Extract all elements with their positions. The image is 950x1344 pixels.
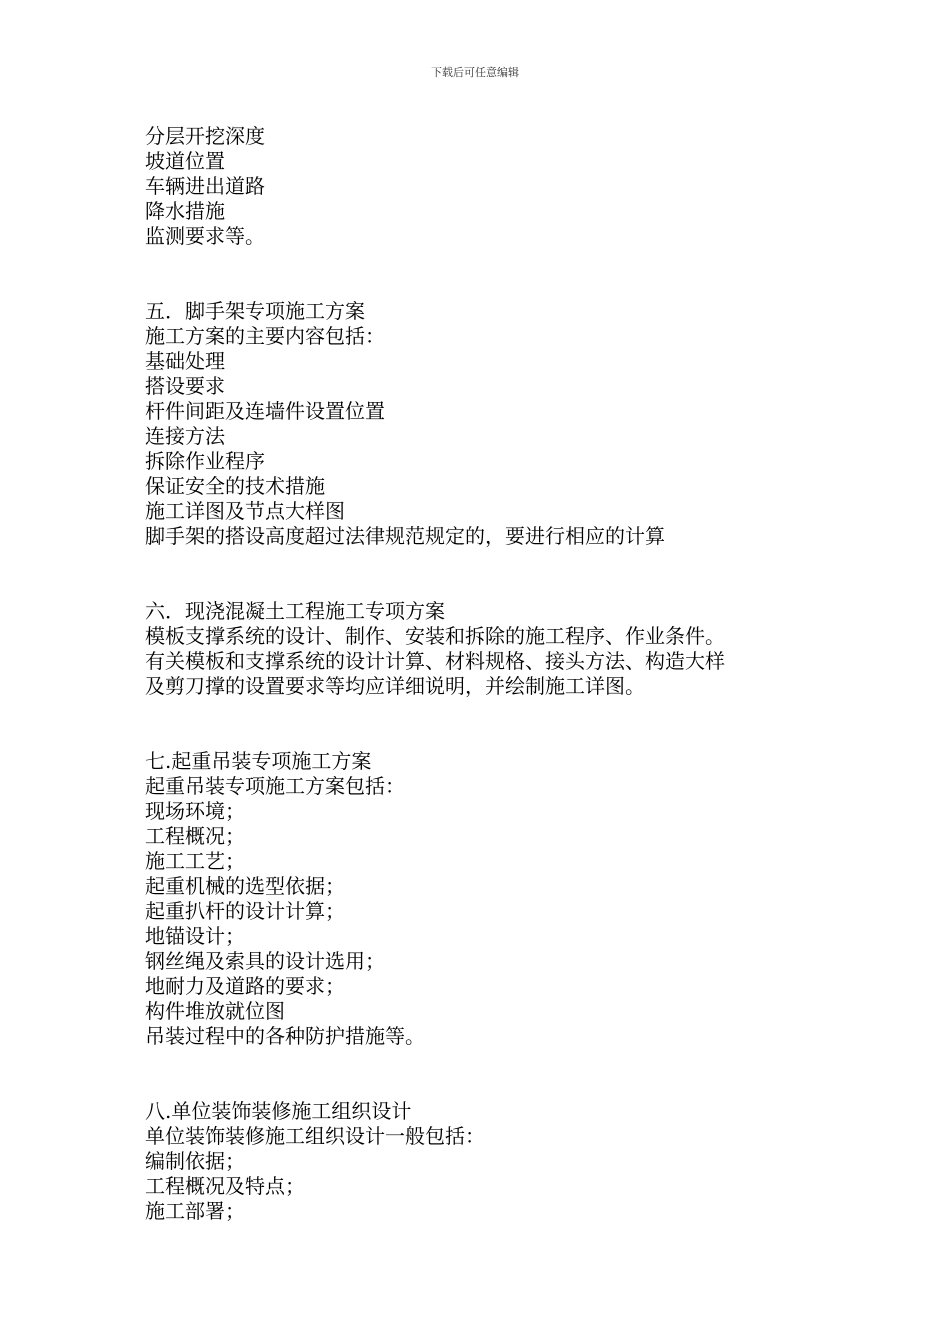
section-heading: 七.起重吊装专项施工方案 bbox=[145, 749, 372, 773]
section-scaffolding bbox=[145, 299, 845, 549]
text-line: 工程概况； bbox=[145, 824, 245, 848]
text-line: 单位装饰装修施工组织设计一般包括： bbox=[145, 1124, 485, 1148]
text-line: 起重机械的选型依据； bbox=[145, 874, 345, 898]
text-line: 地耐力及道路的要求； bbox=[145, 974, 345, 998]
text-line: 降水措施 bbox=[145, 199, 225, 223]
text-line: 地锚设计； bbox=[145, 924, 245, 948]
text-line: 施工部署； bbox=[145, 1199, 245, 1223]
text-line: 拆除作业程序 bbox=[145, 449, 265, 473]
text-line: 施工详图及节点大样图 bbox=[145, 499, 345, 523]
text-line: 施工方案的主要内容包括： bbox=[145, 324, 385, 348]
document-body bbox=[145, 124, 845, 1224]
text-line: 连接方法 bbox=[145, 424, 225, 448]
text-line: 吊装过程中的各种防护措施等。 bbox=[145, 1024, 425, 1048]
text-line: 车辆进出道路 bbox=[145, 174, 265, 198]
section-lifting bbox=[145, 749, 845, 1049]
section-concrete bbox=[145, 599, 845, 699]
section-excavation-items bbox=[145, 124, 845, 249]
text-line: 现场环境； bbox=[145, 799, 245, 823]
text-line: 坡道位置 bbox=[145, 149, 225, 173]
text-line: 编制依据； bbox=[145, 1149, 245, 1173]
text-line: 施工工艺； bbox=[145, 849, 245, 873]
text-line: 杆件间距及连墙件设置位置 bbox=[145, 399, 385, 423]
text-line: 钢丝绳及索具的设计选用； bbox=[145, 949, 385, 973]
section-decoration bbox=[145, 1099, 845, 1224]
text-line: 工程概况及特点； bbox=[145, 1174, 305, 1198]
text-line: 构件堆放就位图 bbox=[145, 999, 285, 1023]
text-line: 模板支撑系统的设计、制作、安装和拆除的施工程序、作业条件。 bbox=[145, 624, 725, 648]
text-line: 保证安全的技术措施 bbox=[145, 474, 325, 498]
text-line: 脚手架的搭设高度超过法律规范规定的，要进行相应的计算 bbox=[145, 524, 665, 548]
text-line: 及剪刀撑的设置要求等均应详细说明，并绘制施工详图。 bbox=[145, 674, 645, 698]
text-line: 有关模板和支撑系统的设计计算、材料规格、接头方法、构造大样 bbox=[145, 649, 725, 673]
text-line: 基础处理 bbox=[145, 349, 225, 373]
text-line: 起重扒杆的设计计算； bbox=[145, 899, 345, 923]
text-line: 起重吊装专项施工方案包括： bbox=[145, 774, 405, 798]
text-line: 搭设要求 bbox=[145, 374, 225, 398]
section-heading: 六．现浇混凝土工程施工专项方案 bbox=[145, 599, 445, 623]
text-line: 监测要求等。 bbox=[145, 224, 265, 248]
text-line: 分层开挖深度 bbox=[145, 124, 265, 148]
page-header: 下载后可任意编辑 bbox=[431, 66, 519, 79]
section-heading: 五．脚手架专项施工方案 bbox=[145, 299, 365, 323]
section-heading: 八.单位装饰装修施工组织设计 bbox=[145, 1099, 412, 1123]
